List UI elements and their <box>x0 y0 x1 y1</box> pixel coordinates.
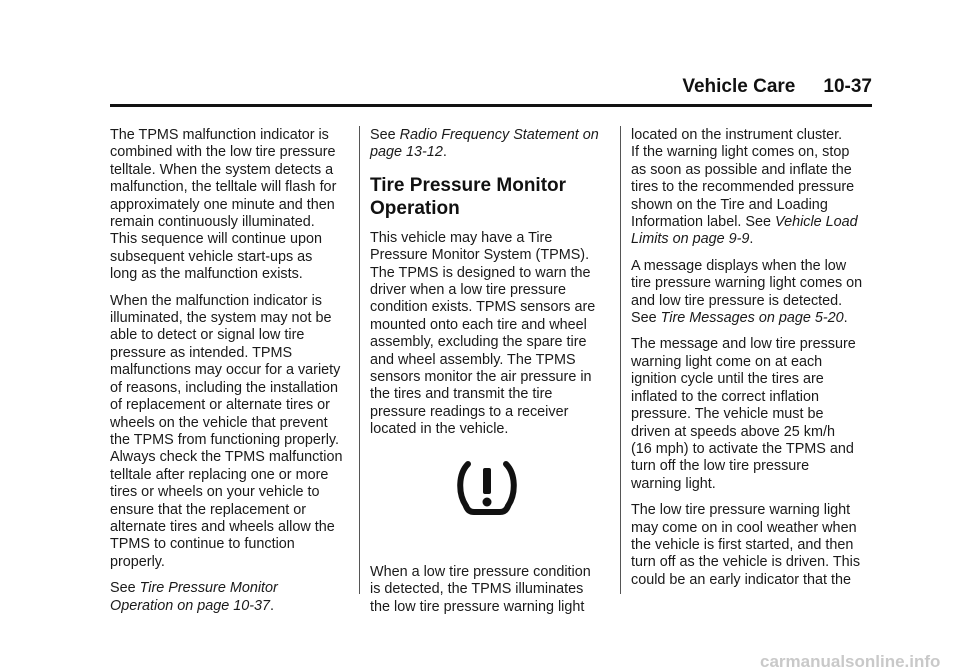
paragraph: The message and low tire pressure warning light come on at each ignition cycle until the tires are inflated to the correct inflation pressure. The vehicle must be driven at speeds above 25 km/h (16 mph) to activate the TPMS and turn off the low tire pressure warning light. <box>631 336 856 492</box>
tpms-icon-container <box>370 448 606 548</box>
paragraph: See Radio Frequency Statement on page 13-12. <box>370 127 599 161</box>
cross-reference-link[interactable]: Vehicle Load <box>775 214 858 231</box>
paragraph: When a low tire pressure condition is detected, the TPMS illuminates the low tire pressure warning light <box>370 563 591 615</box>
section-heading: Tire Pressure Monitor Operation <box>370 174 567 219</box>
cross-reference-link[interactable]: Operation on page 10-37 <box>110 597 271 614</box>
paragraph: This vehicle may have a Tire Pressure Monitor System (TPMS). The TPMS is designed to warn the driver when a low tire pressure condition exists. TPMS sensors are mounted onto each tire and wheel assembly, excluding the spare tire and wheel assembly. The TPMS sensors monitor the air pressure in the tires and transmit the tire pressure readings to a receiver located in the vehicle. <box>370 229 596 438</box>
cross-reference-link[interactable]: page 13-12 <box>370 144 443 161</box>
page-number: 10-37 <box>823 76 872 97</box>
paragraph: See Tire Pressure Monitor Operation on page 10-37. <box>110 580 278 614</box>
column-2 <box>370 127 606 625</box>
column-3 <box>631 127 871 598</box>
cross-reference-link[interactable]: Tire Pressure Monitor <box>139 580 278 597</box>
watermark: carmanualsonline.info <box>760 652 941 671</box>
column-1 <box>110 127 350 624</box>
section-title: Vehicle Care <box>682 76 796 97</box>
column-divider <box>359 126 360 594</box>
paragraph: The low tire pressure warning light may come on in cool weather when the vehicle is first started, and then turn off as the vehicle is driven. This could be an early indicator that the <box>631 502 861 588</box>
paragraph: located on the instrument cluster. If the warning light comes on, stop as soon as possible and inflate the tires to the recommended pressure shown on the Tire and Loading Information label. See Vehicle Load Limits on page 9-9. <box>631 127 858 248</box>
tpms-warning-icon <box>454 460 520 518</box>
page-header <box>0 76 872 98</box>
paragraph: The TPMS malfunction indicator is combined with the low tire pressure telltale. When the system detects a malfunction, the telltale will flash for approximately one minute and then remain continuously illuminated. This sequence will continue upon subsequent vehicle start-ups as long as the malfunction exists. <box>110 127 337 283</box>
cross-reference-link[interactable]: Radio Frequency Statement on <box>399 127 599 143</box>
column-divider <box>620 126 621 594</box>
cross-reference-link[interactable]: Limits on page 9-9 <box>631 231 750 248</box>
paragraph: When the malfunction indicator is illuminated, the system may not be able to detect or signal low tire pressure as intended. TPMS malfunctions may occur for a variety of reasons, including the installation of replacement or alternate tires or wheels on the vehicle that prevent the TPMS from functioning properly. Always check the TPMS malfunction telltale after replacing one or more tires or wheels on your vehicle to ensure that the replacement or alternate tires and wheels allow the TPMS to continue to function properly. <box>110 292 343 570</box>
cross-reference-link[interactable]: Tire Messages on page 5-20 <box>660 310 844 327</box>
paragraph: A message displays when the low tire pressure warning light comes on and low tire pressure is detected. See Tire Messages on page 5-20. <box>631 257 863 327</box>
header-rule <box>110 104 872 107</box>
